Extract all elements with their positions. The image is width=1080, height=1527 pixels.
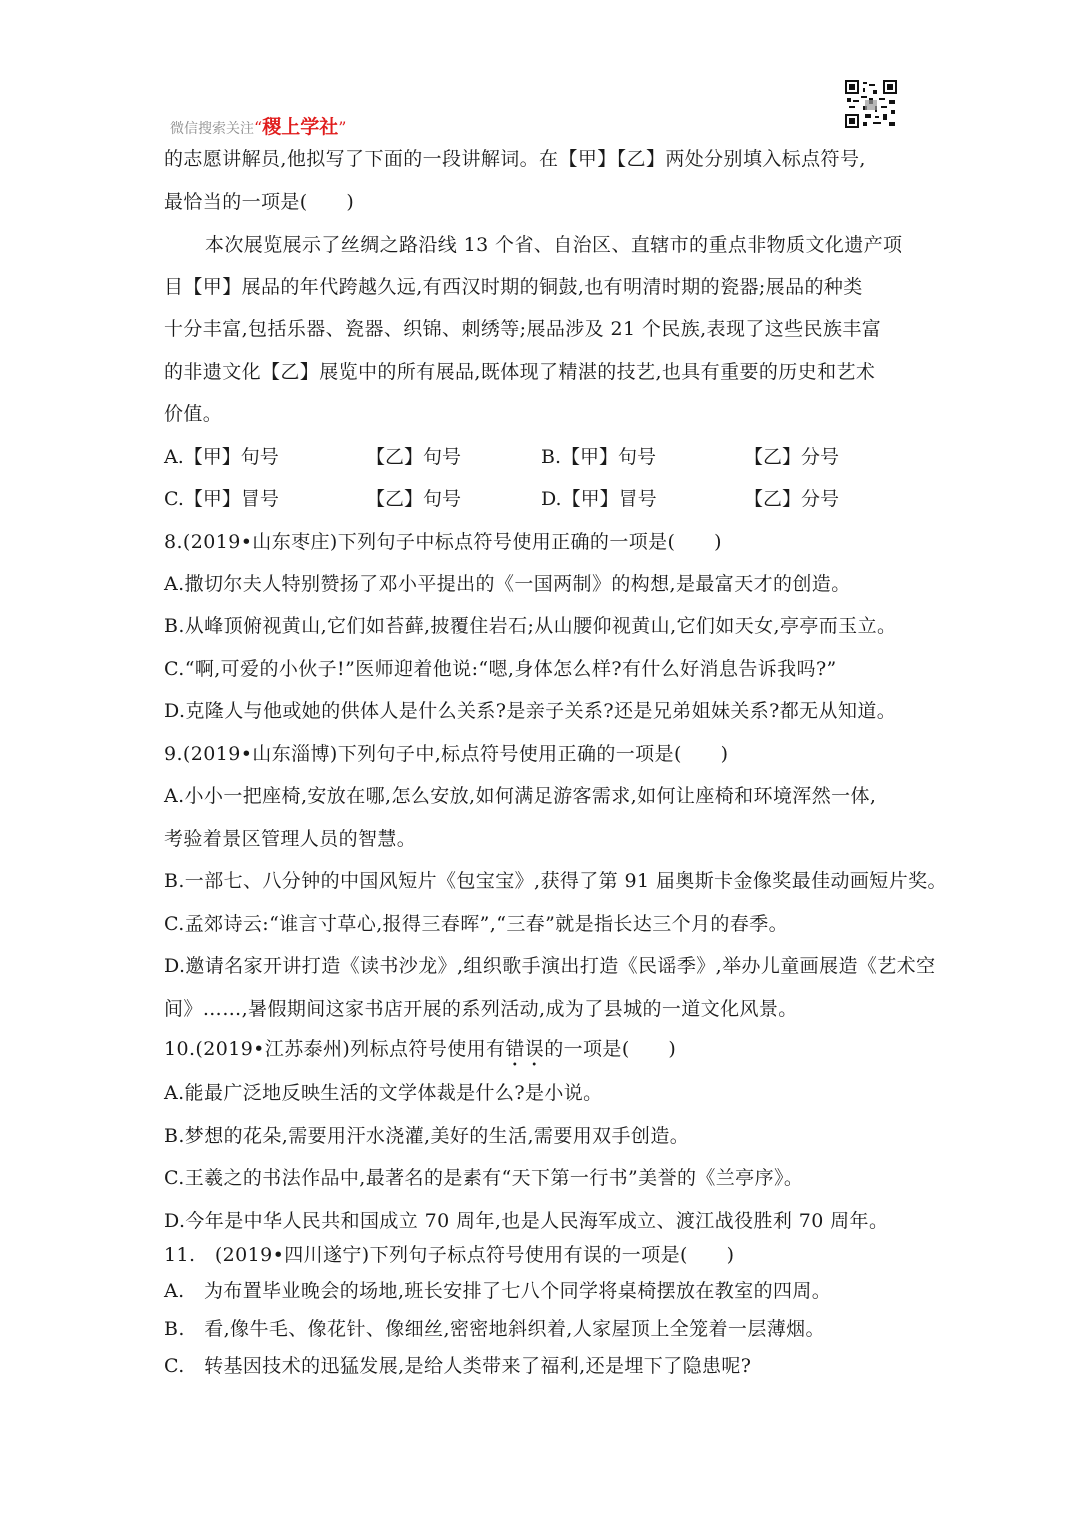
q9-option-a: A.小小一把座椅,安放在哪,怎么安放,如何满足游客需求,如何让座椅和环境浑然一体,	[164, 785, 877, 807]
watermark-brand: 稷上学社	[262, 116, 339, 138]
passage-line: 目【甲】展品的年代跨越久远,有西汉时期的铜鼓,也有明清时期的瓷器;展品的种类	[164, 276, 863, 298]
q10-stem	[164, 1034, 676, 1071]
q7-option-a: A.【甲】句号	[164, 446, 279, 468]
q7-option-d-second: 【乙】分号	[744, 488, 840, 510]
q8-stem: 8.(2019•山东枣庄)下列句子中标点符号使用正确的一项是( )	[164, 531, 722, 553]
q7-option-b: B.【甲】句号	[541, 446, 657, 468]
q10-option-d: D.今年是中华人民共和国成立 70 周年,也是人民海军成立、渡江战役胜利 70 周年。	[164, 1210, 889, 1232]
passage-line: 价值。	[164, 403, 223, 425]
q7-option-b-second: 【乙】分号	[744, 446, 840, 468]
q11-stem: 11. (2019•四川遂宁)下列句子标点符号使用有误的一项是( )	[164, 1244, 735, 1266]
passage-line: 的非遗文化【乙】展览中的所有展品,既体现了精湛的技艺,也具有重要的历史和艺术	[164, 361, 876, 383]
q10-option-a: A.能最广泛地反映生活的文学体裁是什么?是小说。	[164, 1082, 603, 1104]
q9-option-d: D.邀请名家开讲打造《读书沙龙》,组织歌手演出打造《民谣季》,举办儿童画展造《艺术空	[164, 955, 936, 977]
q11-option-b: B. 看,像牛毛、像花针、像细丝,密密地斜织着,人家屋顶上全笼着一层薄烟。	[164, 1318, 825, 1340]
q8-option-b: B.从峰顶俯视黄山,它们如苔藓,披覆住岩石;从山腰仰视黄山,它们如天女,亭亭而玉立。	[164, 615, 897, 637]
q9-option-b: B.一部七、八分钟的中国风短片《包宝宝》,获得了第 91 届奥斯卡金像奖最佳动画短片奖。	[164, 870, 947, 892]
qr-code-icon	[845, 80, 897, 128]
q7-option-c: C.【甲】冒号	[164, 488, 279, 510]
watermark-close-quote: ”	[338, 118, 347, 137]
q7-option-c-second: 【乙】句号	[366, 488, 462, 510]
q8-option-c: C.“啊,可爱的小伙子!”医师迎着他说:“嗯,身体怎么样?有什么好消息告诉我吗?”	[164, 658, 837, 680]
intro-line: 最恰当的一项是( )	[164, 191, 355, 213]
passage-line: 本次展览展示了丝绸之路沿线 13 个省、自治区、直辖市的重点非物质文化遗产项	[205, 234, 903, 256]
q10-option-b: B.梦想的花朵,需要用汗水浇灌,美好的生活,需要用双手创造。	[164, 1125, 690, 1147]
q7-option-d: D.【甲】冒号	[541, 488, 657, 510]
passage-line: 十分丰富,包括乐器、瓷器、织锦、刺绣等;展品涉及 21 个民族,表现了这些民族丰富	[164, 318, 882, 340]
watermark-prefix: 微信搜索关注	[170, 121, 254, 137]
q10-stem-emphasis: 错误	[505, 1038, 545, 1060]
q8-option-a: A.撒切尔夫人特别赞扬了邓小平提出的《一国两制》的构想,是最富天才的创造。	[164, 573, 851, 595]
watermark	[170, 112, 346, 139]
watermark-open-quote: “	[254, 118, 263, 137]
q7-option-a-second: 【乙】句号	[366, 446, 462, 468]
q11-option-c: C. 转基因技术的迅猛发展,是给人类带来了福利,还是埋下了隐患呢?	[164, 1355, 752, 1377]
q9-option-a-cont: 考验着景区管理人员的智慧。	[164, 828, 417, 850]
intro-line: 的志愿讲解员,他拟写了下面的一段讲解词。在【甲】【乙】两处分别填入标点符号,	[164, 148, 866, 170]
q10-stem-post: 的一项是( )	[544, 1038, 677, 1060]
q11-option-a: A. 为布置毕业晚会的场地,班长安排了七八个同学将桌椅摆放在教室的四周。	[164, 1280, 832, 1302]
q9-stem: 9.(2019•山东淄博)下列句子中,标点符号使用正确的一项是( )	[164, 743, 729, 765]
q9-option-d-cont: 间》……,暑假期间这家书店开展的系列活动,成为了县城的一道文化风景。	[164, 998, 798, 1020]
q10-option-c: C.王羲之的书法作品中,最著名的是素有“天下第一行书”美誉的《兰亭序》。	[164, 1167, 804, 1189]
q10-stem-pre: 10.(2019•江苏泰州)列标点符号使用有	[164, 1038, 506, 1060]
q8-option-d: D.克隆人与他或她的供体人是什么关系?是亲子关系?还是兄弟姐妹关系?都无从知道。	[164, 700, 897, 722]
q9-option-c: C.孟郊诗云:“谁言寸草心,报得三春晖”,“三春”就是指长达三个月的春季。	[164, 913, 789, 935]
